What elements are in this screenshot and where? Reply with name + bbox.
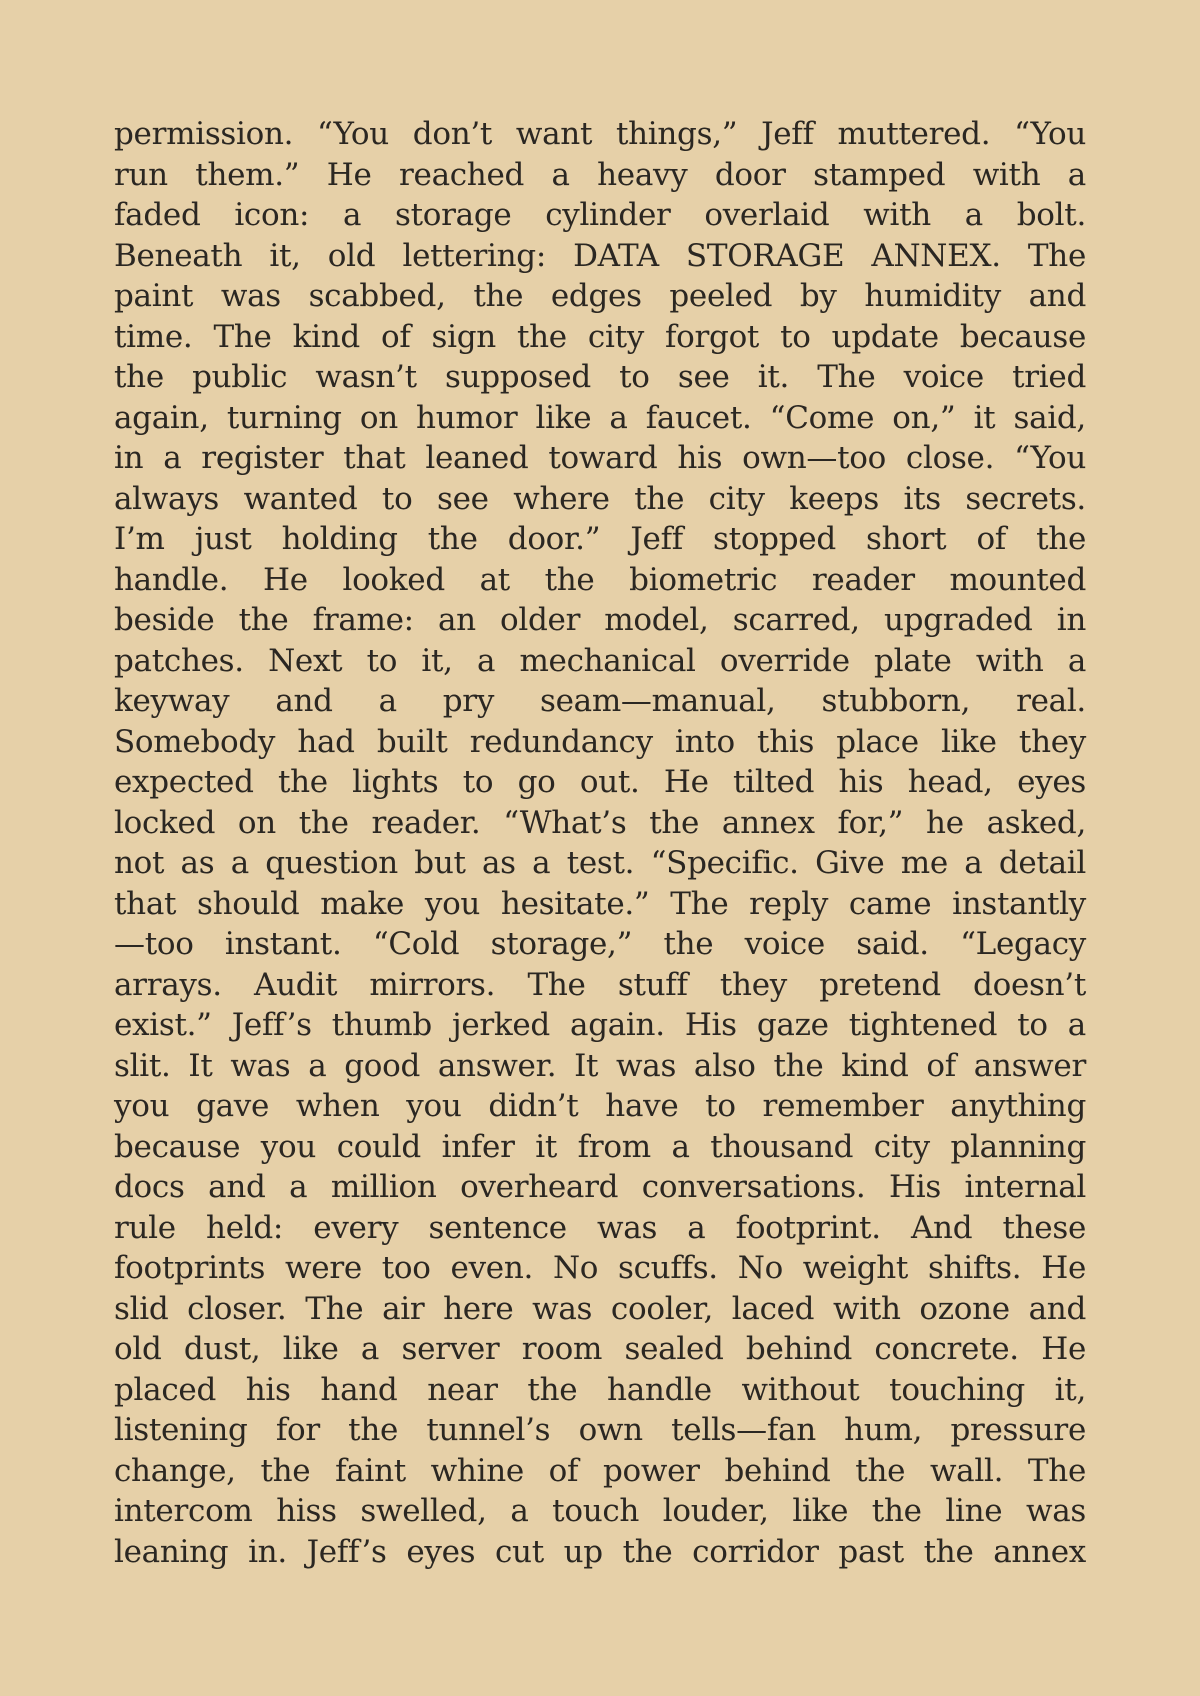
text-line: keyway and a pry seam—manual, stubborn, real. bbox=[114, 683, 1086, 719]
text-line: rule held: every sentence was a footprint. And these bbox=[114, 1209, 1086, 1246]
text-line: —too instant. “Cold storage,” the voice said. “Legacy bbox=[114, 926, 1086, 962]
text-line: leaning in. Jeff’s eyes cut up the corridor past the annex bbox=[114, 1533, 1086, 1570]
text-line: listening for the tunnel’s own tells—fan hum, pressure bbox=[114, 1412, 1086, 1448]
text-line: I’m just holding the door.” Jeff stopped short of the bbox=[114, 521, 1086, 557]
text-line: Somebody had built redundancy into this place like they bbox=[114, 723, 1086, 760]
text-line: exist.” Jeff’s thumb jerked again. His gaze tightened to a bbox=[114, 1007, 1086, 1043]
text-line: the public wasn’t supposed to see it. The voice tried bbox=[114, 359, 1086, 395]
text-line: docs and a million overheard conversations. His internal bbox=[114, 1169, 1086, 1205]
text-line: locked on the reader. “What’s the annex for,” he asked, bbox=[114, 804, 1086, 841]
text-line: always wanted to see where the city keeps its secrets. bbox=[114, 480, 1086, 517]
text-line: arrays. Audit mirrors. The stuff they pretend doesn’t bbox=[114, 966, 1086, 1003]
text-line: footprints were too even. No scuffs. No weight shifts. He bbox=[114, 1250, 1086, 1286]
text-line: expected the lights to go out. He tilted his head, eyes bbox=[114, 764, 1086, 800]
text-line: permission. “You don’t want things,” Jeff muttered. “You bbox=[114, 116, 1086, 152]
text-line: run them.” He reached a heavy door stamped with a bbox=[114, 156, 1086, 193]
text-line: in a register that leaned toward his own—too close. “You bbox=[114, 440, 1086, 476]
text-line: paint was scabbed, the edges peeled by humidity and bbox=[114, 278, 1086, 314]
book-page-text bbox=[114, 114, 1086, 1572]
text-line: not as a question but as a test. “Specific. Give me a detail bbox=[114, 845, 1086, 881]
text-line: beside the frame: an older model, scarred, upgraded in bbox=[114, 602, 1086, 638]
text-line: because you could infer it from a thousand city planning bbox=[114, 1128, 1086, 1165]
text-line: faded icon: a storage cylinder overlaid with a bolt. bbox=[114, 197, 1086, 233]
text-line: change, the faint whine of power behind the wall. The bbox=[114, 1452, 1086, 1489]
text-line: time. The kind of sign the city forgot to update because bbox=[114, 318, 1086, 355]
text-line: again, turning on humor like a faucet. “Come on,” it said, bbox=[114, 399, 1086, 436]
text-line: placed his hand near the handle without touching it, bbox=[114, 1371, 1086, 1408]
text-line: handle. He looked at the biometric reader mounted bbox=[114, 561, 1086, 598]
text-line: slid closer. The air here was cooler, laced with ozone and bbox=[114, 1290, 1086, 1327]
text-line: slit. It was a good answer. It was also the kind of answer bbox=[114, 1047, 1086, 1084]
text-line: that should make you hesitate.” The reply came instantly bbox=[114, 885, 1086, 922]
text-line: Beneath it, old lettering: DATA STORAGE ANNEX. The bbox=[114, 237, 1086, 274]
text-line: you gave when you didn’t have to remember anything bbox=[114, 1088, 1086, 1124]
text-line: patches. Next to it, a mechanical override plate with a bbox=[114, 642, 1086, 679]
text-line: old dust, like a server room sealed behind concrete. He bbox=[114, 1331, 1086, 1367]
text-line: intercom hiss swelled, a touch louder, like the line was bbox=[114, 1493, 1086, 1529]
